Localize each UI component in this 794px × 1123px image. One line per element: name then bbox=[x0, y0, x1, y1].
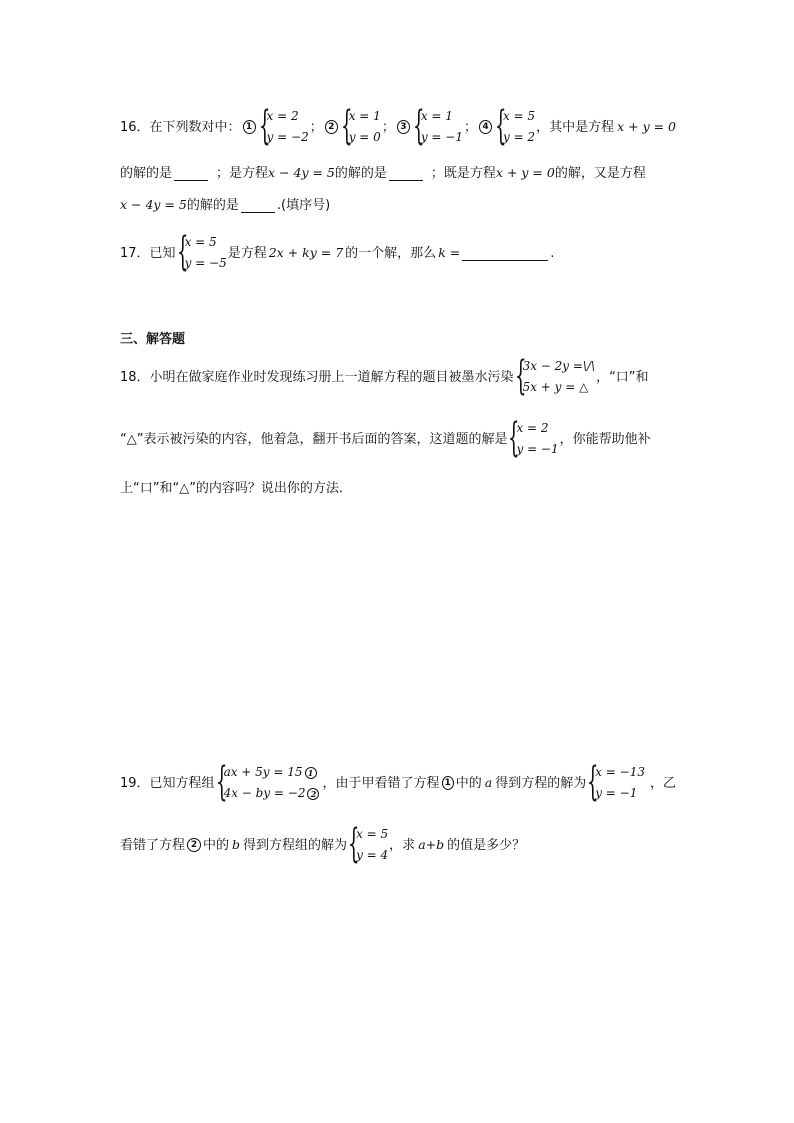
q17-line bbox=[120, 229, 676, 275]
q16-opt3-y: y = −1 bbox=[420, 130, 463, 144]
q16-line2-a: 的解的是 bbox=[120, 166, 173, 181]
circled-number-1: 1 bbox=[442, 776, 454, 790]
q16-opt1-y: y = −2 bbox=[266, 130, 309, 144]
brace-icon: { bbox=[340, 103, 353, 149]
q16-opt2-y: y = 0 bbox=[348, 130, 381, 144]
q18-line2-a: “△”表示被污染的内容，他着急，翻开书后面的答案，这道题的解是 bbox=[120, 431, 508, 447]
brace-icon: { bbox=[176, 229, 189, 275]
q17-number: 17． bbox=[120, 245, 150, 261]
section-title: 三、解答题 bbox=[120, 332, 186, 347]
brace-icon: { bbox=[508, 415, 520, 461]
separator: ； bbox=[381, 119, 395, 135]
q19-sol1-y: y = −1 bbox=[595, 786, 638, 800]
q19-sol2-x: x = 5 bbox=[356, 827, 389, 841]
q19-a: a bbox=[484, 774, 493, 790]
q16-eq1: x + y = 0 bbox=[617, 118, 676, 134]
q16-eq2: x − 4y = 5 bbox=[268, 165, 335, 181]
q18-text1: 小明在做家庭作业时发现练习册上一道解方程的题目被墨水污染 bbox=[149, 369, 514, 385]
q17-eq: 2x + ky = 7 bbox=[268, 244, 344, 260]
brace-icon: { bbox=[215, 759, 228, 805]
q16-line-3 bbox=[120, 198, 676, 213]
q18-line3: 上“口”和“△”的内容吗？说出你的方法． bbox=[120, 481, 352, 496]
q18-number: 18． bbox=[120, 369, 150, 385]
q18-sys-r1: 3x − 2y =\/\ bbox=[522, 359, 596, 373]
q18-line-1 bbox=[120, 353, 676, 399]
answer-blank[interactable] bbox=[389, 166, 423, 181]
q19-text2: ，由于甲看错了方程 bbox=[322, 775, 440, 791]
q18-line-3 bbox=[120, 482, 676, 495]
q18-sol-x: x = 2 bbox=[516, 421, 549, 435]
q19-number: 19． bbox=[120, 775, 150, 791]
circled-number-2: 2 bbox=[187, 838, 201, 852]
q16-opt2-x: x = 1 bbox=[348, 109, 381, 123]
q18-text2: ，“口”和 bbox=[596, 369, 649, 385]
brace-icon: { bbox=[587, 759, 599, 805]
q19-line-1 bbox=[120, 759, 676, 805]
separator: ； bbox=[463, 119, 477, 135]
q19-sys-r1: ax + 5y = 15 bbox=[223, 765, 303, 779]
q18-sys-r2: 5x + y = △ bbox=[522, 380, 589, 394]
q19-text5: ，乙 bbox=[649, 775, 676, 791]
q19-sol1-x: x = −13 bbox=[595, 765, 645, 779]
circled-number-4: 4 bbox=[479, 120, 492, 134]
q19-text3: 中的 bbox=[455, 775, 482, 791]
q16-system-3 bbox=[412, 103, 463, 149]
q19-text1: 已知方程组 bbox=[149, 775, 215, 791]
q17-end: . bbox=[550, 245, 555, 261]
q16-system-1 bbox=[258, 103, 309, 149]
brace-icon: { bbox=[494, 103, 507, 149]
q19-text4: 得到方程的解为 bbox=[495, 775, 587, 791]
q18-solution bbox=[508, 415, 559, 461]
q16-line3-b: .(填序号) bbox=[276, 198, 331, 213]
q16-opt3-x: x = 1 bbox=[420, 109, 453, 123]
q17-intro: 已知 bbox=[149, 245, 176, 261]
q17-sys-x: x = 5 bbox=[184, 235, 217, 249]
q19-line-2 bbox=[120, 821, 676, 867]
q18-system bbox=[514, 353, 596, 399]
q19-apb: a+b bbox=[418, 836, 445, 852]
brace-icon: { bbox=[514, 353, 527, 399]
q16-opt4-x: x = 5 bbox=[502, 109, 536, 123]
q16-line-1 bbox=[120, 103, 676, 149]
q16-intro: 在下列数对中： bbox=[149, 119, 241, 135]
answer-blank[interactable] bbox=[174, 166, 208, 181]
circled-number-3: 3 bbox=[397, 120, 410, 134]
q16-line2-c: 的解的是 bbox=[334, 166, 387, 181]
q16-line2-b: ；是方程 bbox=[216, 166, 269, 181]
q16-line2-d: ；既是方程 bbox=[430, 166, 496, 181]
circled-number-1: 1 bbox=[305, 767, 317, 779]
q18-sol-y: y = −1 bbox=[516, 442, 559, 456]
answer-blank[interactable] bbox=[462, 246, 548, 261]
q16-system-4 bbox=[494, 103, 536, 149]
q19-solution-1 bbox=[587, 759, 645, 805]
q16-opt1-x: x = 2 bbox=[266, 109, 299, 123]
q19-solution-2 bbox=[348, 821, 389, 867]
q19-sol2-y: y = 4 bbox=[356, 848, 389, 862]
q16-line2-e: 的解，又是方程 bbox=[554, 166, 646, 181]
q16-line3-a: 的解的是 bbox=[186, 198, 239, 213]
q18-line-2 bbox=[120, 415, 676, 461]
q16-tail: ，其中是方程 bbox=[536, 119, 615, 135]
q19-b: b bbox=[232, 836, 241, 852]
q16-eq4: x − 4y = 5 bbox=[120, 197, 187, 213]
q19-line2-b: 中的 bbox=[203, 837, 230, 853]
q16-eq3: x + y = 0 bbox=[495, 165, 555, 181]
brace-icon: { bbox=[348, 821, 360, 867]
q17-text1: 是方程 bbox=[227, 245, 267, 261]
circled-number-2: 2 bbox=[325, 120, 338, 134]
q18-line2-b: ，你能帮助他补 bbox=[559, 431, 651, 447]
q16-number: 16． bbox=[120, 119, 150, 135]
circled-number-1: 1 bbox=[243, 120, 256, 134]
q16-system-2 bbox=[340, 103, 381, 149]
q17-sys-y: y = −5 bbox=[184, 256, 227, 270]
q19-line2-d: ，求 bbox=[389, 837, 416, 853]
circled-number-2: 2 bbox=[307, 788, 319, 800]
q19-line2-a: 看错了方程 bbox=[120, 837, 186, 853]
q16-opt4-y: y = 2 bbox=[502, 130, 536, 144]
q17-text2: 的一个解，那么 bbox=[345, 245, 437, 261]
answer-blank[interactable] bbox=[241, 198, 275, 213]
q17-k: k = bbox=[438, 244, 461, 260]
brace-icon: { bbox=[412, 103, 425, 149]
q19-sys-r2: 4x − by = −2 bbox=[223, 786, 306, 800]
q16-line-2 bbox=[120, 166, 676, 181]
q19-system bbox=[215, 759, 322, 805]
brace-icon: { bbox=[258, 103, 271, 149]
separator: ； bbox=[309, 119, 323, 135]
q19-line2-c: 得到方程组的解为 bbox=[243, 837, 348, 853]
q17-system bbox=[176, 229, 227, 275]
q19-line2-e: 的值是多少？ bbox=[447, 837, 526, 853]
